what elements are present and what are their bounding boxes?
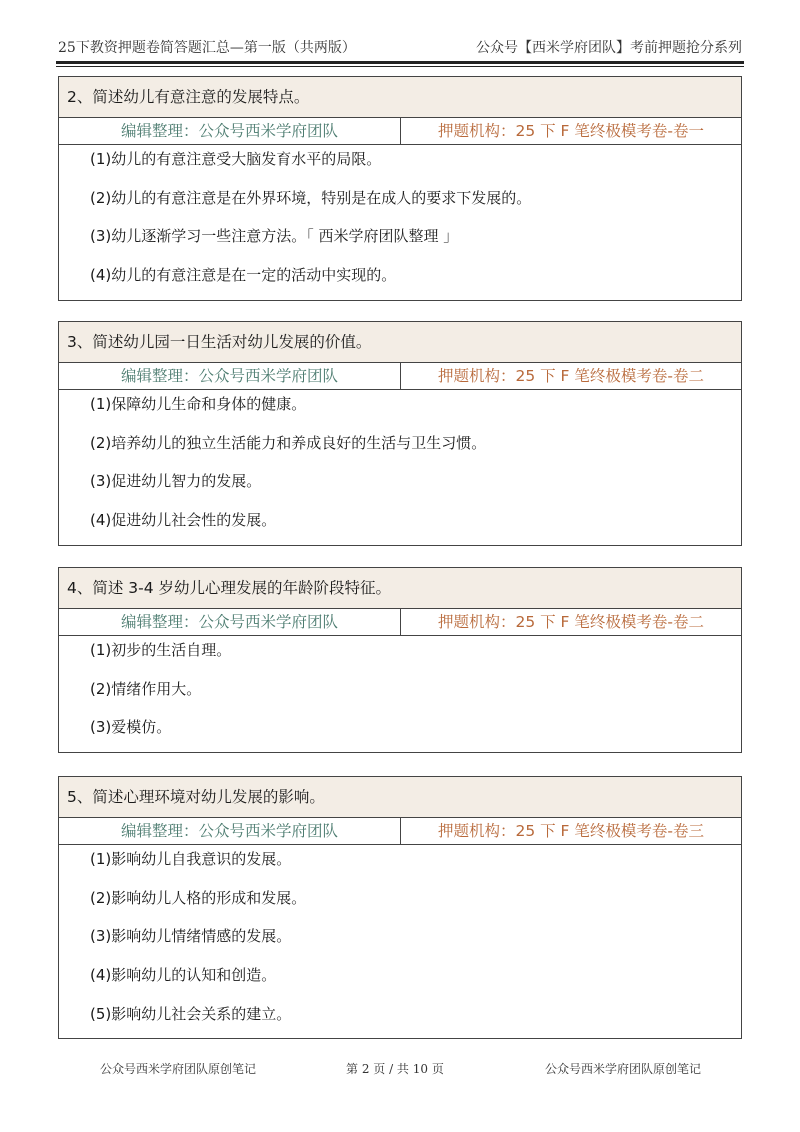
answer-list	[59, 636, 741, 752]
question-title: 2、简述幼儿有意注意的发展特点。	[59, 77, 741, 118]
answer-list	[59, 845, 741, 1038]
question-box-5	[58, 776, 742, 1039]
editor-credit: 编辑整理：公众号西米学府团队	[59, 363, 401, 389]
header-series-title: 公众号【西米学府团队】考前押题抢分系列	[476, 40, 742, 56]
question-meta-row	[59, 363, 741, 390]
answer-item: (4)影响幼儿的认知和创造。	[90, 966, 277, 985]
answer-item: (1)影响幼儿自我意识的发展。	[90, 850, 292, 868]
answer-item: (3)影响幼儿情绪情感的发展。	[90, 927, 292, 946]
question-meta-row	[59, 609, 741, 636]
answer-item: (4)促进幼儿社会性的发展。	[90, 511, 277, 530]
question-box-3	[58, 321, 742, 546]
editor-credit: 编辑整理：公众号西米学府团队	[59, 818, 401, 844]
answer-item: (2)情绪作用大。	[90, 679, 202, 698]
source-credit: 押题机构：25 下 F 笔终极模考卷-卷二	[437, 613, 704, 631]
answer-item: (3)爱模仿。	[90, 718, 172, 737]
answer-list	[59, 145, 741, 300]
answer-item: (2)幼儿的有意注意是在外界环境，特别是在成人的要求下发展的。	[90, 188, 532, 207]
question-title: 4、简述 3-4 岁幼儿心理发展的年龄阶段特征。	[59, 568, 741, 609]
answer-item: (1)初步的生活自理。	[90, 641, 232, 659]
page-number: 第 2 页 / 共 10 页	[346, 1062, 444, 1076]
answer-item: (2)影响幼儿人格的形成和发展。	[90, 888, 307, 907]
source-credit: 押题机构：25 下 F 笔终极模考卷-卷三	[437, 822, 704, 840]
answer-item: (1)保障幼儿生命和身体的健康。	[90, 395, 307, 413]
header-document-title: 25下教资押题卷简答题汇总—第一版（共两版）	[58, 40, 356, 56]
answer-item: (1)幼儿的有意注意受大脑发育水平的局限。	[90, 150, 382, 168]
source-credit: 押题机构：25 下 F 笔终极模考卷-卷一	[437, 122, 704, 140]
answer-item: (5)影响幼儿社会关系的建立。	[90, 1004, 292, 1023]
header-rule	[56, 61, 744, 67]
editor-credit: 编辑整理：公众号西米学府团队	[59, 118, 401, 144]
question-meta-row	[59, 118, 741, 145]
footer-left-note: 公众号西米学府团队原创笔记	[100, 1062, 257, 1076]
answer-item: (2)培养幼儿的独立生活能力和养成良好的生活与卫生习惯。	[90, 433, 487, 452]
answer-list	[59, 390, 741, 545]
answer-item: (3)促进幼儿智力的发展。	[90, 472, 262, 491]
question-title: 3、简述幼儿园一日生活对幼儿发展的价值。	[59, 322, 741, 363]
question-meta-row	[59, 818, 741, 845]
answer-item: (3)幼儿逐渐学习一些注意方法。「 西米学府团队整理 」	[90, 227, 459, 246]
editor-credit: 编辑整理：公众号西米学府团队	[59, 609, 401, 635]
question-box-4	[58, 567, 742, 753]
page-header	[56, 32, 744, 66]
footer-right-note: 公众号西米学府团队原创笔记	[545, 1062, 702, 1076]
answer-item: (4)幼儿的有意注意是在一定的活动中实现的。	[90, 266, 397, 285]
question-box-2	[58, 76, 742, 301]
question-title: 5、简述心理环境对幼儿发展的影响。	[59, 777, 741, 818]
source-credit: 押题机构：25 下 F 笔终极模考卷-卷二	[437, 367, 704, 385]
